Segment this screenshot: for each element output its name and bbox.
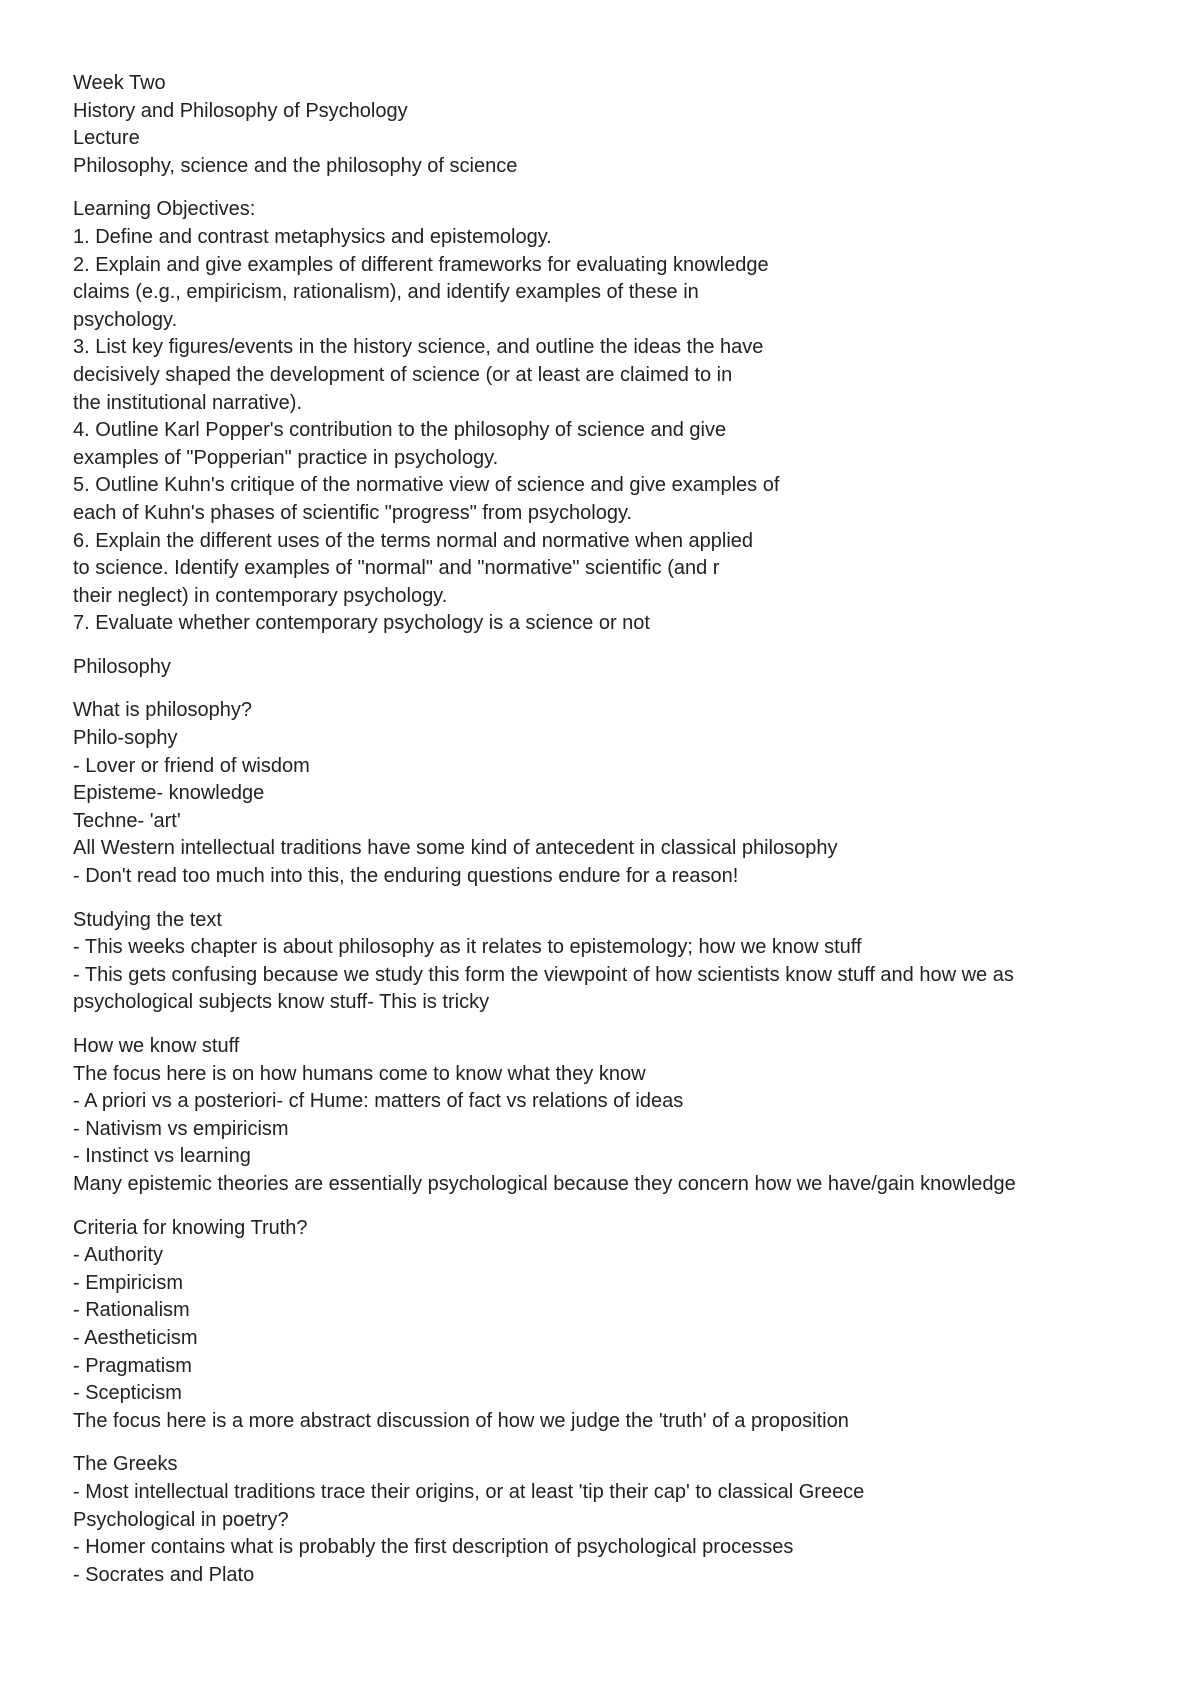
text-line: 2. Explain and give examples of different frameworks for evaluating knowledge xyxy=(73,253,769,276)
document-section xyxy=(73,196,1133,638)
text-line: What is philosophy? xyxy=(73,699,252,722)
text-line: - This gets confusing because we study this form the viewpoint of how scientists know stuff and how we as xyxy=(73,963,1014,986)
text-line: claims (e.g., empiricism, rationalism), and identify examples of these in xyxy=(73,281,699,304)
text-line: - Aestheticism xyxy=(73,1326,198,1349)
document-section xyxy=(73,1033,1133,1199)
text-line: examples of "Popperian" practice in psychology. xyxy=(73,446,499,469)
text-line: Lecture xyxy=(73,127,140,150)
text-line: History and Philosophy of Psychology xyxy=(73,99,408,122)
text-line: - Scepticism xyxy=(73,1382,182,1405)
text-line: decisively shaped the development of science (or at least are claimed to in xyxy=(73,363,733,386)
text-line: Philo-sophy xyxy=(73,727,178,750)
text-line: each of Kuhn's phases of scientific "progress" from psychology. xyxy=(73,501,633,524)
document-page xyxy=(73,70,1133,1605)
document-section xyxy=(73,907,1133,1017)
text-line: How we know stuff xyxy=(73,1035,240,1057)
text-line: - Rationalism xyxy=(73,1299,190,1322)
text-line: 1. Define and contrast metaphysics and epistemology. xyxy=(73,225,552,248)
text-line: - Don't read too much into this, the enduring questions endure for a reason! xyxy=(73,865,739,888)
text-line: the institutional narrative). xyxy=(73,391,303,414)
text-line: psychology. xyxy=(73,308,178,331)
text-line: All Western intellectual traditions have some kind of antecedent in classical philosophy xyxy=(73,837,838,860)
text-line: - Instinct vs learning xyxy=(73,1145,251,1168)
text-line: Week Two xyxy=(73,72,166,94)
text-line: 6. Explain the different uses of the terms normal and normative when applied xyxy=(73,529,754,552)
text-line: Criteria for knowing Truth? xyxy=(73,1216,308,1239)
text-line: Episteme- knowledge xyxy=(73,782,265,805)
text-line: Learning Objectives: xyxy=(73,198,256,221)
text-line: The focus here is a more abstract discussion of how we judge the 'truth' of a proposition xyxy=(73,1409,849,1432)
text-line: psychological subjects know stuff- This is tricky xyxy=(73,991,490,1014)
text-line: The Greeks xyxy=(73,1453,178,1476)
text-line: their neglect) in contemporary psychology. xyxy=(73,584,448,607)
text-line: - Homer contains what is probably the first description of psychological processes xyxy=(73,1536,794,1559)
text-line: - Most intellectual traditions trace their origins, or at least 'tip their cap' to classical Greece xyxy=(73,1480,865,1503)
document-section xyxy=(73,1451,1133,1589)
text-line: to science. Identify examples of "normal" and "normative" scientific (and r xyxy=(73,557,720,580)
text-line: Philosophy xyxy=(73,655,171,678)
document-section xyxy=(73,697,1133,890)
text-line: - Nativism vs empiricism xyxy=(73,1117,289,1140)
text-line: 7. Evaluate whether contemporary psychology is a science or not xyxy=(73,612,650,635)
text-line: 4. Outline Karl Popper's contribution to the philosophy of science and give xyxy=(73,419,727,442)
text-line: Psychological in poetry? xyxy=(73,1508,289,1531)
text-line: The focus here is on how humans come to know what they know xyxy=(73,1062,646,1085)
text-line: Techne- 'art' xyxy=(73,809,181,832)
document-section xyxy=(73,654,1133,682)
text-line: 3. List key figures/events in the history science, and outline the ideas the have xyxy=(73,336,764,359)
text-line: - A priori vs a posteriori- cf Hume: matters of fact vs relations of ideas xyxy=(73,1090,684,1113)
text-line: - Lover or friend of wisdom xyxy=(73,754,310,777)
document-section xyxy=(73,1215,1133,1436)
text-line: Studying the text xyxy=(73,908,222,931)
text-line: 5. Outline Kuhn's critique of the normative view of science and give examples of xyxy=(73,474,780,497)
text-line: - Pragmatism xyxy=(73,1354,192,1377)
text-line: - Socrates and Plato xyxy=(73,1563,255,1586)
document-section xyxy=(73,70,1133,180)
text-line: - Authority xyxy=(73,1244,164,1267)
text-line: - Empiricism xyxy=(73,1271,183,1294)
text-line: - This weeks chapter is about philosophy as it relates to epistemology; how we know stuff xyxy=(73,936,862,959)
text-line: Many epistemic theories are essentially psychological because they concern how we have/gain knowledge xyxy=(73,1172,1016,1195)
text-line: Philosophy, science and the philosophy of science xyxy=(73,154,518,177)
